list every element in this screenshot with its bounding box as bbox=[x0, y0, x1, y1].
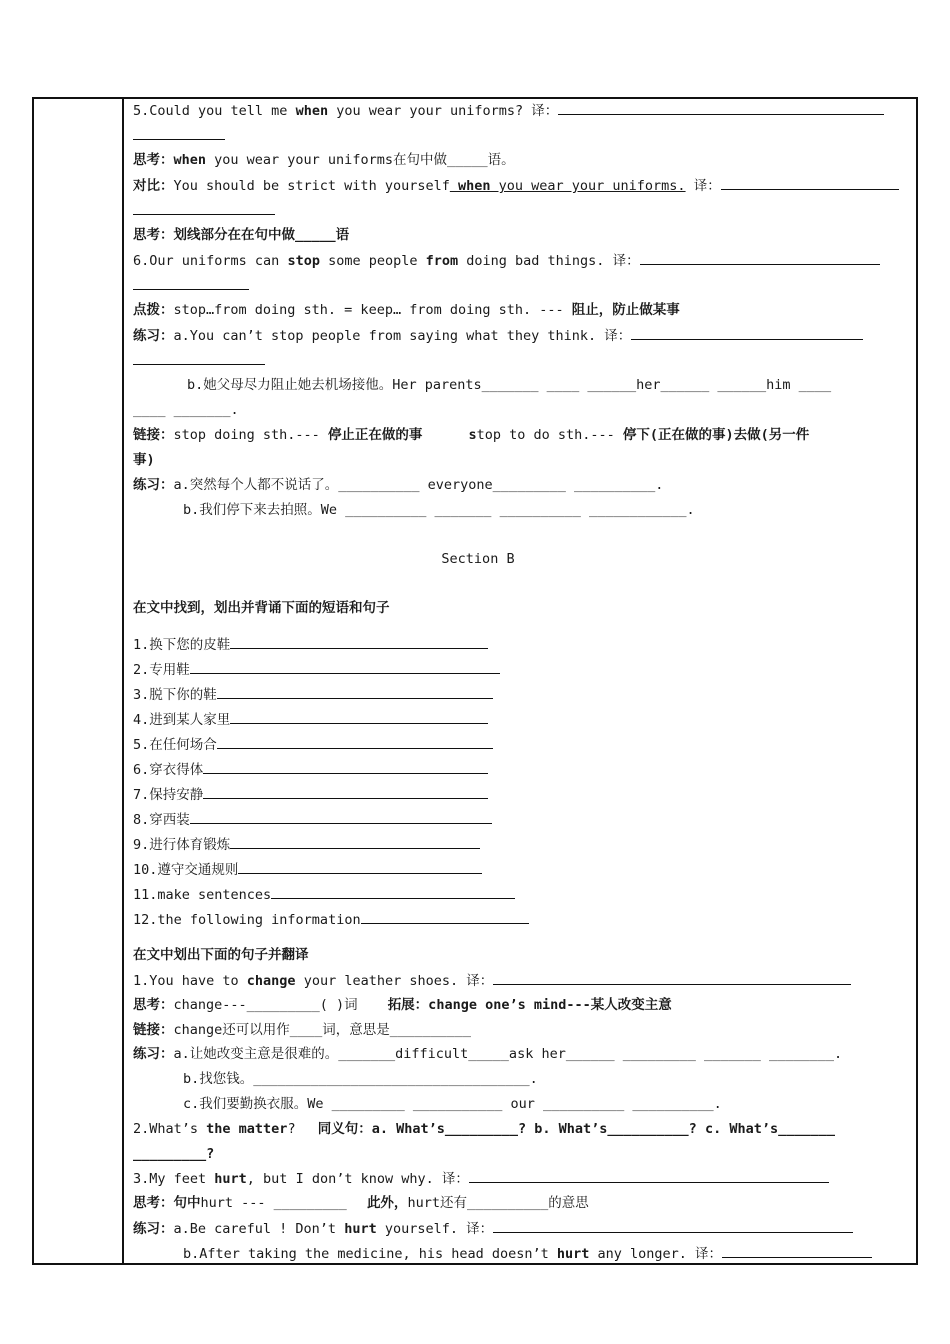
sentence-3: 3.My feet hurt, but I don’t know why. 译： bbox=[133, 1168, 829, 1189]
answer-blank[interactable] bbox=[133, 200, 275, 215]
practice-1b-continuation: ____ _______. bbox=[133, 402, 239, 418]
answer-blank[interactable] bbox=[133, 125, 225, 140]
phrase-item: 10.遵守交通规则 bbox=[133, 859, 482, 880]
answer-blank[interactable] bbox=[271, 884, 515, 899]
phrase-item: 11.make sentences bbox=[133, 884, 515, 905]
practice-2b: b.我们停下来去拍照。We __________ _______ __________ ____________. bbox=[183, 502, 695, 518]
sentence-2-continuation: _________? bbox=[133, 1146, 215, 1162]
practice-3a: 练习：a.让她改变主意是很难的。_______difficult_____ask her______ _________ _______ ________. bbox=[133, 1046, 843, 1062]
phrases-heading: 在文中找到，划出并背诵下面的短语和句子 bbox=[133, 600, 390, 616]
answer-blank[interactable] bbox=[558, 100, 884, 115]
answer-blank[interactable] bbox=[230, 634, 488, 649]
tip-note: 点拨：stop…from doing sth. = keep… from doing sth. --- 阻止，防止做某事 bbox=[133, 302, 680, 318]
answer-blank[interactable] bbox=[230, 709, 488, 724]
answer-blank[interactable] bbox=[640, 250, 880, 265]
phrase-item: 12.the following information bbox=[133, 909, 529, 930]
sentence-1: 1.You have to change your leather shoes. 译： bbox=[133, 970, 851, 991]
answer-blank[interactable] bbox=[238, 859, 482, 874]
answer-blank[interactable] bbox=[190, 659, 500, 674]
column-divider bbox=[122, 97, 124, 1265]
practice-4b: b.After taking the medicine, his head doesn’t hurt any longer. 译： bbox=[183, 1243, 872, 1264]
answer-blank[interactable] bbox=[133, 350, 265, 365]
answer-blank-continuation bbox=[133, 275, 249, 296]
answer-blank[interactable] bbox=[230, 834, 480, 849]
answer-blank[interactable] bbox=[217, 734, 493, 749]
answer-blank[interactable] bbox=[493, 1218, 853, 1233]
phrase-item: 1.换下您的皮鞋 bbox=[133, 634, 488, 655]
sentence-2: 2.What’s the matter? 同义句：a. What’s_________? b. What’s__________? c. What’s_______ bbox=[133, 1121, 835, 1137]
answer-blank[interactable] bbox=[361, 909, 529, 924]
practice-1b: b.她父母尽力阻止她去机场接他。Her parents_______ ____ ______her______ ______him ____ bbox=[187, 377, 832, 393]
table-frame bbox=[32, 97, 918, 1265]
link-note-continuation: 事) bbox=[133, 452, 155, 468]
table-right-border bbox=[916, 97, 918, 1265]
translate-heading: 在文中划出下面的句子并翻译 bbox=[133, 947, 309, 963]
section-title: Section B bbox=[441, 551, 515, 567]
phrase-item: 3.脱下你的鞋 bbox=[133, 684, 493, 705]
phrase-item: 9.进行体育锻炼 bbox=[133, 834, 480, 855]
question-5: 5.Could you tell me when you wear your uniforms? 译： bbox=[133, 100, 884, 121]
phrase-item: 6.穿衣得体 bbox=[133, 759, 488, 780]
practice-3b: b.找您钱。__________________________________. bbox=[183, 1071, 538, 1087]
phrase-item: 8.穿西装 bbox=[133, 809, 492, 830]
think-note-2: 思考：划线部分在在句中做_____语 bbox=[133, 227, 350, 243]
answer-blank-continuation bbox=[133, 350, 265, 371]
phrase-item: 5.在任何场合 bbox=[133, 734, 493, 755]
answer-blank[interactable] bbox=[493, 970, 851, 985]
answer-blank[interactable] bbox=[469, 1168, 829, 1183]
question-6: 6.Our uniforms can stop some people from doing bad things. 译： bbox=[133, 250, 880, 271]
phrase-item: 2.专用鞋 bbox=[133, 659, 500, 680]
practice-3c: c.我们要勤换衣服。We _________ ___________ our __________ __________. bbox=[183, 1096, 722, 1112]
think-note-3: 思考：change---_________( )词 拓展：change one’s mind---某人改变主意 bbox=[133, 997, 672, 1013]
answer-blank[interactable] bbox=[722, 1243, 872, 1258]
link-note-2: 链接：change还可以用作____词，意思是__________ bbox=[133, 1022, 472, 1038]
think-note-4: 思考：句中hurt --- _________ 此外，hurt还有__________的意思 bbox=[133, 1195, 589, 1211]
answer-blank-continuation bbox=[133, 200, 275, 221]
link-note: 链接：stop doing sth.--- 停止正在做的事 stop to do sth.--- 停下(正在做的事)去做(另一件 bbox=[133, 427, 810, 443]
phrase-item: 4.进到某人家里 bbox=[133, 709, 488, 730]
answer-blank[interactable] bbox=[190, 809, 492, 824]
answer-blank[interactable] bbox=[631, 325, 863, 340]
answer-blank[interactable] bbox=[721, 175, 899, 190]
answer-blank[interactable] bbox=[203, 759, 488, 774]
answer-blank[interactable] bbox=[133, 275, 249, 290]
answer-blank-continuation bbox=[133, 125, 225, 146]
think-note-1: 思考：when you wear your uniforms在句中做_____语。 bbox=[133, 152, 515, 168]
practice-4a: 练习：a.Be careful ! Don’t hurt yourself. 译： bbox=[133, 1218, 853, 1239]
practice-2a: 练习：a.突然每个人都不说话了。__________ everyone_________ __________. bbox=[133, 477, 664, 493]
answer-blank[interactable] bbox=[217, 684, 493, 699]
answer-blank[interactable] bbox=[203, 784, 488, 799]
practice-1a: 练习：a.You can’t stop people from saying what they think. 译： bbox=[133, 325, 863, 346]
phrase-item: 7.保持安静 bbox=[133, 784, 488, 805]
compare-note: 对比：You should be strict with yourself when you wear your uniforms. 译： bbox=[133, 175, 899, 196]
